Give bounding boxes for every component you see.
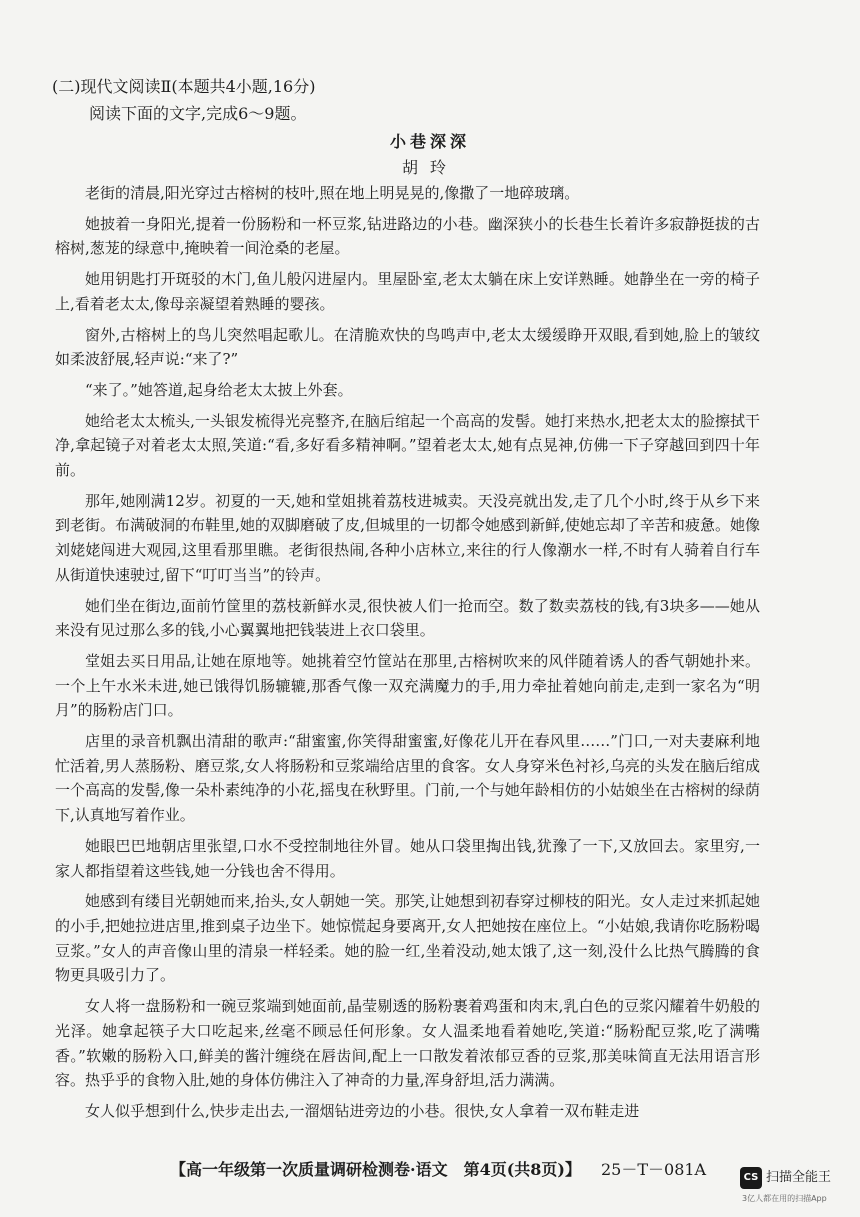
paragraph: 那年,她刚满12岁。初夏的一天,她和堂姐挑着荔枝进城卖。天没亮就出发,走了几个小时,终于从乡下来到老街。布满破洞的布鞋里,她的双脚磨破了皮,但城里的一切都令她感到新鲜,使她忘却了辛苦和疲惫。她像刘姥姥闯进大观园,这里看那里瞧。老街很热闹,各种小店林立,来往的行人像潮水一样,不时有人骑着自行车从街道快速驶过,留下“叮叮当当”的铃声。 xyxy=(55,491,760,584)
paragraph: “来了。”她答道,起身给老太太披上外套。 xyxy=(85,380,353,399)
paragraph: 女人似乎想到什么,快步走出去,一溜烟钻进旁边的小巷。很快,女人拿着一双布鞋走进 xyxy=(85,1101,640,1120)
paragraph: 窗外,古榕树上的鸟儿突然唱起歌儿。在清脆欢快的鸟鸣声中,老太太缓缓睁开双眼,看到她,脸上的皱纹如柔波舒展,轻声说:“来了?” xyxy=(55,325,760,369)
article-body xyxy=(55,181,760,1130)
camscanner-logo-icon: CS xyxy=(740,1167,762,1189)
paragraph: 她给老太太梳头,一头银发梳得光亮整齐,在脑后绾起一个高高的发髻。她打来热水,把老太太的脸擦拭干净,拿起镜子对着老太太照,笑道:“看,多好看多精神啊。”望着老太太,她有点晃神,仿佛一下子穿越回到四十年前。 xyxy=(55,411,760,480)
article-author: 胡玲 xyxy=(401,158,458,177)
paragraph: 她感到有缕目光朝她而来,抬头,女人朝她一笑。那笑,让她想到初春穿过柳枝的阳光。女人走过来抓起她的小手,把她拉进店里,推到桌子边坐下。她惊慌起身要离开,女人把她按在座位上。“小姑娘,我请你吃肠粉喝豆浆。”女人的声音像山里的清泉一样轻柔。她的脸一红,坐着没动,她太饿了,这一刻,没什么比热气腾腾的食物更具吸引力了。 xyxy=(55,892,760,985)
section-header: (二)现代文阅读Ⅱ(本题共4小题,16分) xyxy=(52,77,316,96)
footer-code: 25－T－081A xyxy=(600,1160,707,1179)
paragraph: 老街的清晨,阳光穿过古榕树的枝叶,照在地上明晃晃的,像撒了一地碎玻璃。 xyxy=(85,184,580,202)
paragraph: 她们坐在街边,面前竹筐里的荔枝新鲜水灵,很快被人们一抢而空。数了数卖荔枝的钱,有3块多——她从来没有见过那么多的钱,小心翼翼地把钱装进上衣口袋里。 xyxy=(55,596,760,640)
footer-exam-info: 【高一年级第一次质量调研检测卷·语文 第4页(共8页)】 xyxy=(170,1160,581,1179)
paragraph: 她用钥匙打开斑驳的木门,鱼儿般闪进屋内。里屋卧室,老太太躺在床上安详熟睡。她静坐在一旁的椅子上,看着老太太,像母亲凝望着熟睡的婴孩。 xyxy=(55,270,760,313)
paragraph: 堂姐去买日用品,让她在原地等。她挑着空竹筐站在那里,古榕树吹来的风伴随着诱人的香气朝她扑来。一个上午水米未进,她已饿得饥肠辘辘,那香气像一双充满魔力的手,用力牵扯着她向前走,走到一家名为“明月”的肠粉店门口。 xyxy=(55,651,760,720)
paragraph: 她披着一身阳光,提着一份肠粉和一杯豆浆,钻进路边的小巷。幽深狭小的长巷生长着许多寂静挺拔的古榕树,葱茏的绿意中,掩映着一间沧桑的老屋。 xyxy=(55,214,760,258)
scanner-tagline: 3亿人都在用的扫描App xyxy=(742,1194,827,1203)
paragraph: 她眼巴巴地朝店里张望,口水不受控制地往外冒。她从口袋里掏出钱,犹豫了一下,又放回去。家里穷,一家人都指望着这些钱,她一分钱也舍不得用。 xyxy=(55,836,760,880)
paragraph: 女人将一盘肠粉和一碗豆浆端到她面前,晶莹剔透的肠粉裹着鸡蛋和肉末,乳白色的豆浆闪耀着牛奶般的光泽。她拿起筷子大口吃起来,丝毫不顾忌任何形象。女人温柔地看着她吃,笑道:“肠粉配豆浆,吃了满嘴香。”软嫩的肠粉入口,鲜美的酱汁缠绕在唇齿间,配上一口散发着浓郁豆香的豆浆,那美味简直无法用语言形容。热乎乎的食物入肚,她的身体仿佛注入了神奇的力量,浑身舒坦,活力满满。 xyxy=(55,997,760,1090)
reading-instruction: 阅读下面的文字,完成6～9题。 xyxy=(89,104,307,123)
article-title: 小巷深深 xyxy=(389,132,470,151)
scanner-app-name: 扫描全能王 xyxy=(766,1170,832,1185)
page-footer xyxy=(170,1159,706,1181)
paragraph: 店里的录音机飘出清甜的歌声:“甜蜜蜜,你笑得甜蜜蜜,好像花儿开在春风里……”门口,一对夫妻麻利地忙活着,男人蒸肠粉、磨豆浆,女人将肠粉和豆浆端给店里的食客。女人身穿米色衬衫,乌亮的头发在脑后绾成一个高高的发髻,像一朵朴素纯净的小花,摇曳在秋野里。门前,一个与她年龄相仿的小姑娘坐在古榕树的绿荫下,认真地写着作业。 xyxy=(55,732,760,825)
